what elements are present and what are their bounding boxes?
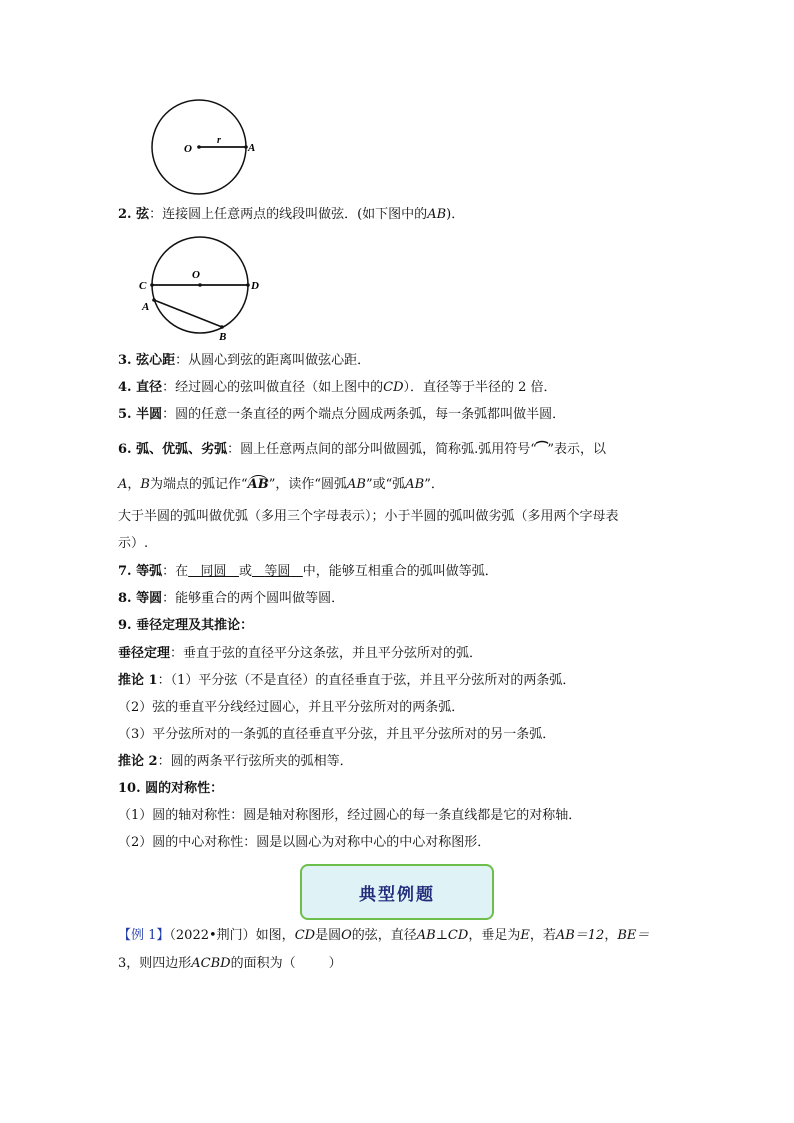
example-text-6: ，	[604, 928, 618, 943]
item-2-end: )．	[446, 207, 465, 222]
example-text-1: 如图，	[255, 928, 295, 943]
circle-radius-figure	[150, 98, 290, 198]
item-5	[118, 405, 565, 425]
example-ab-perp-cd: AB⊥CD	[416, 928, 469, 943]
example-ab-12: AB＝12	[555, 928, 605, 943]
item-6-text-end: ”表示，以	[547, 442, 606, 457]
blank-same-circle	[188, 562, 239, 582]
item-7-text-c: 中，能够互相重合的弧叫做等弧．	[302, 564, 498, 579]
example-cd: CD	[294, 928, 316, 943]
item-6-ab-1: AB	[347, 477, 366, 492]
arc-symbol: ⁀	[536, 442, 548, 457]
item-9-text: ：	[240, 618, 254, 633]
corollary-1-label: 推论 1	[118, 673, 158, 688]
corollary-2-text: ：圆的两条平行弦所夹的弧相等．	[157, 754, 353, 769]
item-6-b: B	[140, 477, 150, 492]
item-6-text-4: ”或“弧	[365, 477, 406, 492]
item-10	[118, 779, 223, 799]
item-6-text-2: 为端点的弧记作“	[149, 477, 248, 492]
section-title-box	[300, 864, 494, 920]
example-o: O	[341, 928, 352, 943]
example-text-8: 的面积为（ ）	[230, 956, 342, 971]
item-4-var: CD	[383, 380, 404, 395]
point-label-c: C	[139, 280, 147, 292]
item-2	[118, 205, 464, 225]
item-3	[118, 351, 370, 371]
center-label-o: O	[184, 143, 192, 155]
theorem-label: 垂径定理	[118, 646, 171, 661]
blank-same-circle-text: 同圆	[200, 564, 227, 579]
item-10-text: ：	[210, 781, 224, 796]
item-2-text: ：连接圆上任意两点的线段叫做弦．(如下图中的	[149, 207, 428, 222]
item-10-number: 10. 圆的对称性	[118, 781, 211, 796]
item-7-number: 7. 等弧	[118, 564, 163, 579]
example-text-5: ，若	[529, 928, 556, 943]
circle-chord-figure	[134, 232, 274, 344]
example-be: BE＝	[617, 928, 650, 943]
center-label-o-2: O	[192, 269, 200, 281]
item-4-number: 4. 直径	[118, 380, 163, 395]
item-4	[118, 378, 557, 398]
item-6-sep: ，	[127, 477, 141, 492]
item-6-line-3: 大于半圆的弧叫做优弧（多用三个字母表示）；小于半圆的弧叫做劣弧（多用两个字母表	[118, 509, 619, 524]
item-5-text: ：圆的任意一条直径的两个端点分圆成两条弧，每一条弧都叫做半圆．	[162, 407, 566, 422]
item-3-text: ：从圆心到弦的距离叫做弦心距．	[175, 353, 371, 368]
example-1-line-2	[118, 954, 342, 974]
example-text-3: 的弦，直径	[351, 928, 417, 943]
section-title: 典型例题	[359, 884, 435, 905]
corollary-2-label: 推论 2	[118, 754, 158, 769]
radius-label-r: r	[217, 135, 221, 146]
corollary-1-text: ：（1）平分弦（不是直径）的直径垂直于弦，并且平分弦所对的两条弧．	[157, 673, 576, 688]
theorem	[118, 644, 482, 664]
example-label: 【例 1】	[118, 928, 170, 943]
item-6-line-2	[118, 475, 444, 495]
corollary-1-part-3: （3）平分弦所对的一条弧的直径垂直平分弦，并且平分弦所对的另一条弧．	[118, 727, 556, 742]
point-label-d: D	[251, 280, 259, 292]
item-9	[118, 616, 253, 636]
item-7-text-b: 或	[238, 564, 252, 579]
item-6-a: A	[118, 477, 128, 492]
item-6-text-5: ”．	[424, 477, 444, 492]
example-e: E	[520, 928, 530, 943]
item-7	[118, 562, 498, 582]
theorem-text: ：垂直于弦的直径平分这条弦，并且平分弦所对的弧．	[170, 646, 483, 661]
corollary-2	[118, 752, 353, 772]
example-1-line-1	[118, 926, 649, 946]
corollary-1-part-2: （2）弦的垂直平分线经过圆心，并且平分弦所对的两条弧．	[118, 700, 465, 715]
item-6-ab-2: AB	[405, 477, 425, 492]
item-9-number: 9. 垂径定理及其推论	[118, 618, 241, 633]
point-label-a-2: A	[142, 301, 150, 313]
symmetry-axis: （1）圆的轴对称性：圆是轴对称图形，经过圆心的每一条直线都是它的对称轴．	[118, 808, 582, 823]
item-6-text-3: ”，读作“圆弧	[268, 477, 347, 492]
point-label-b: B	[219, 331, 227, 343]
item-2-number: 2. 弦	[118, 207, 150, 222]
blank-equal-circle-text: 等圆	[264, 564, 291, 579]
symmetry-center: （2）圆的中心对称性：圆是以圆心为对称中心的中心对称图形．	[118, 835, 491, 850]
item-6-line-1	[118, 440, 606, 460]
item-8-text: ：能够重合的两个圆叫做等圆．	[162, 591, 345, 606]
example-text-2: 是圆	[315, 928, 342, 943]
item-4-text: ：经过圆心的弦叫做直径（如上图中的	[162, 380, 384, 395]
item-8	[118, 589, 344, 609]
item-4-end: ）．直径等于半径的 2 倍．	[403, 380, 557, 395]
item-3-number: 3. 弦心距	[118, 353, 176, 368]
item-8-number: 8. 等圆	[118, 591, 163, 606]
item-7-text-a: ：在	[162, 564, 189, 579]
item-6-number: 6. 弧、优弧、劣弧	[118, 442, 228, 457]
example-acbd: ACBD	[191, 956, 231, 971]
arc-ab-notation: AB	[247, 477, 269, 492]
item-6-text: ：圆上任意两点间的部分叫做圆弧，简称弧.弧用符号“	[227, 442, 537, 457]
corollary-1	[118, 671, 575, 691]
example-text-4: ，垂足为	[468, 928, 521, 943]
example-source: （2022•荆门）	[169, 928, 256, 943]
item-6-line-4: 示）.	[118, 536, 149, 551]
item-2-var: AB	[427, 207, 447, 222]
item-5-number: 5. 半圆	[118, 407, 163, 422]
example-text-7: 3，则四边形	[118, 956, 192, 971]
blank-equal-circle	[252, 562, 303, 582]
point-label-a: A	[248, 142, 256, 154]
